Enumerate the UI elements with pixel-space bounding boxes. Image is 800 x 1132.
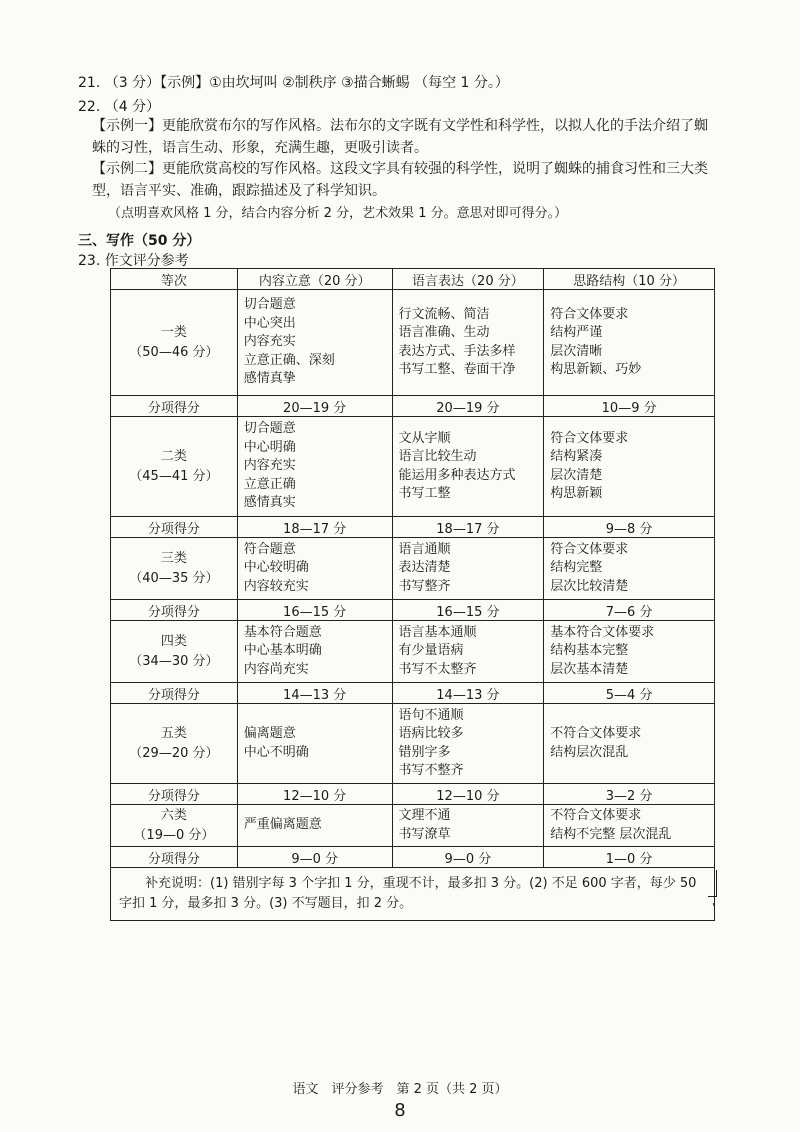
grade-row <box>111 290 715 396</box>
grade-range: （19—0 分） <box>133 827 215 843</box>
header-content: 内容立意（20 分） <box>237 269 392 290</box>
grade-row <box>111 704 715 784</box>
score-row <box>111 847 715 868</box>
criterion: 语句不通顺 <box>398 707 464 723</box>
grade-level-cell <box>111 290 238 396</box>
criterion: 基本符合题意 <box>243 624 322 640</box>
criterion: 不符合文体要求 <box>550 726 642 741</box>
criterion: 内容尚充实 <box>243 661 309 677</box>
footer-caption: 语文 评分参考 第 2 页（共 2 页） <box>292 1082 508 1097</box>
content-score: 16—15 分 <box>237 600 392 621</box>
criterion: 语言比较生动 <box>398 449 477 464</box>
language-criteria <box>392 538 544 600</box>
criterion: 基本符合文体要求 <box>550 624 655 640</box>
grade-level-cell <box>111 417 238 517</box>
criterion: 切合题意 <box>243 297 296 313</box>
language-score: 12—10 分 <box>392 784 544 805</box>
criterion: 结构完整 <box>550 560 603 576</box>
example-1-line-2: 蛛的习性，语言生动、形象，充满生趣，更吸引读者。 <box>92 140 428 156</box>
page-mark <box>708 870 717 897</box>
question-22-heading: 22. （4 分） <box>78 99 161 115</box>
criterion: 结构不完整 层次混乱 <box>550 826 672 842</box>
criterion: 能运用多种表达方式 <box>398 467 516 483</box>
criterion: 文从字顺 <box>398 430 451 446</box>
grade-level: 五类 <box>160 725 187 741</box>
criterion: 感情真实 <box>243 495 296 511</box>
grade-level: 三类 <box>160 550 187 566</box>
criterion: 书写不太整齐 <box>398 661 477 677</box>
structure-score: 7—6 分 <box>544 600 715 621</box>
criterion: 书写整齐 <box>398 578 451 594</box>
grade-level-cell <box>111 704 238 784</box>
example-1-line-1: 【示例一】更能欣赏布尔的写作风格。法布尔的文字既有文学性和科学性，以拟人化的手法介绍了蜘 <box>92 118 708 134</box>
criterion: 层次清楚 <box>550 467 603 483</box>
criterion: 中心突出 <box>243 315 296 331</box>
criterion: 构思新颖 <box>550 486 603 501</box>
structure-criteria <box>544 704 715 784</box>
example-2-line-2: 型，语言平实、准确，跟踪描述及了科学知识。 <box>92 183 386 199</box>
content-score: 18—17 分 <box>237 517 392 538</box>
criterion: 内容较充实 <box>243 578 309 594</box>
criterion: 行文流畅、简洁 <box>398 306 490 322</box>
criterion: 偏离题意 <box>243 726 296 741</box>
criterion: 严重偏离题意 <box>243 817 322 833</box>
supplement-note: 补充说明：(1) 错别字每 3 个字扣 1 分，重现不计，最多扣 3 分。(2) 不足 600 字者，每少 50 字扣 1 分，最多扣 3 分。(3) 不写题目，扣 2 分。 <box>111 868 715 921</box>
criterion: 中心明确 <box>243 439 296 455</box>
structure-criteria <box>544 538 715 600</box>
criterion: 错别字多 <box>398 744 451 760</box>
criterion: 书写工整、卷面干净 <box>398 362 516 377</box>
criterion: 语病比较多 <box>398 726 464 741</box>
language-score: 20—19 分 <box>392 396 544 417</box>
criterion: 切合题意 <box>243 421 296 437</box>
score-label: 分项得分 <box>111 784 238 805</box>
criterion: 表达清楚 <box>398 560 451 576</box>
content-criteria <box>237 704 392 784</box>
grade-level-cell <box>111 621 238 683</box>
header-language: 语言表达（20 分） <box>392 269 544 290</box>
header-structure: 思路结构（10 分） <box>544 269 715 290</box>
criterion: 中心较明确 <box>243 560 309 576</box>
question-22-scoring-note: （点明喜欢风格 1 分，结合内容分析 2 分，艺术效果 1 分。意思对即可得分。） <box>108 206 568 221</box>
grade-row <box>111 538 715 600</box>
page-number: 8 <box>394 1100 406 1121</box>
grade-range: （50—46 分） <box>129 344 219 360</box>
criterion: 有少量语病 <box>398 643 464 659</box>
content-criteria <box>237 538 392 600</box>
criterion: 符合文体要求 <box>550 306 629 322</box>
criterion: 结构严谨 <box>550 325 603 340</box>
content-score: 14—13 分 <box>237 683 392 704</box>
language-score: 14—13 分 <box>392 683 544 704</box>
criterion: 书写不整齐 <box>398 763 464 778</box>
grade-row <box>111 805 715 847</box>
structure-score: 3—2 分 <box>544 784 715 805</box>
structure-score: 9—8 分 <box>544 517 715 538</box>
criterion: 符合题意 <box>243 541 296 557</box>
criterion: 内容充实 <box>243 458 296 474</box>
structure-criteria <box>544 417 715 517</box>
criterion: 层次基本清楚 <box>550 661 629 677</box>
score-row <box>111 784 715 805</box>
content-criteria <box>237 621 392 683</box>
structure-score: 1—0 分 <box>544 847 715 868</box>
language-criteria <box>392 417 544 517</box>
table-header-row <box>111 269 715 290</box>
criterion: 结构层次混乱 <box>550 744 629 760</box>
criterion: 符合文体要求 <box>550 430 629 446</box>
criterion: 构思新颖、巧妙 <box>550 362 642 377</box>
section-3-heading: 三、写作（50 分） <box>78 233 201 249</box>
score-row <box>111 600 715 621</box>
essay-scoring-table <box>110 268 715 921</box>
grade-level: 一类 <box>160 324 187 340</box>
grade-range: （29—20 分） <box>129 745 219 761</box>
criterion: 层次清晰 <box>550 343 603 359</box>
grade-row <box>111 417 715 517</box>
language-criteria <box>392 621 544 683</box>
question-23-heading: 23. 作文评分参考 <box>78 253 189 269</box>
criterion: 书写潦草 <box>398 826 451 842</box>
criterion: 内容充实 <box>243 334 296 350</box>
content-score: 9—0 分 <box>237 847 392 868</box>
grade-row <box>111 621 715 683</box>
criterion: 语言通顺 <box>398 541 451 557</box>
criterion: 结构紧凑 <box>550 449 603 464</box>
score-row <box>111 517 715 538</box>
header-level: 等次 <box>111 269 238 290</box>
language-criteria <box>392 290 544 396</box>
grade-level: 二类 <box>160 448 187 464</box>
content-criteria <box>237 417 392 517</box>
grade-level: 六类 <box>160 807 187 823</box>
score-label: 分项得分 <box>111 396 238 417</box>
score-label: 分项得分 <box>111 600 238 621</box>
language-score: 16—15 分 <box>392 600 544 621</box>
criterion: 表达方式、手法多样 <box>398 343 516 359</box>
criterion: 立意正确、深刻 <box>243 352 335 368</box>
table-body <box>111 290 715 921</box>
score-label: 分项得分 <box>111 683 238 704</box>
criterion: 结构基本完整 <box>550 643 629 659</box>
language-criteria <box>392 704 544 784</box>
example-2-line-1: 【示例二】更能欣赏高校的写作风格。这段文字具有较强的科学性，说明了蜘蛛的捕食习性和三大类 <box>92 161 708 177</box>
structure-criteria <box>544 290 715 396</box>
criterion: 符合文体要求 <box>550 541 629 557</box>
grade-level-cell <box>111 805 238 847</box>
criterion: 中心基本明确 <box>243 643 322 659</box>
language-score: 18—17 分 <box>392 517 544 538</box>
criterion: 不符合文体要求 <box>550 808 642 823</box>
criterion: 层次比较清楚 <box>550 578 629 594</box>
criterion: 中心不明确 <box>243 744 309 760</box>
supplement-row <box>111 868 715 921</box>
content-score: 12—10 分 <box>237 784 392 805</box>
criterion: 文理不通 <box>398 808 451 823</box>
page-dot: ' <box>712 902 715 913</box>
score-label: 分项得分 <box>111 847 238 868</box>
structure-score: 5—4 分 <box>544 683 715 704</box>
content-score: 20—19 分 <box>237 396 392 417</box>
structure-criteria <box>544 805 715 847</box>
criterion: 语言基本通顺 <box>398 624 477 640</box>
grade-range: （40—35 分） <box>129 570 219 586</box>
grade-range: （34—30 分） <box>129 653 219 669</box>
criterion: 立意正确 <box>243 476 296 492</box>
score-label: 分项得分 <box>111 517 238 538</box>
content-criteria <box>237 805 392 847</box>
language-criteria <box>392 805 544 847</box>
structure-criteria <box>544 621 715 683</box>
grade-level: 四类 <box>160 633 187 649</box>
grade-level-cell <box>111 538 238 600</box>
content-criteria <box>237 290 392 396</box>
structure-score: 10—9 分 <box>544 396 715 417</box>
grade-range: （45—41 分） <box>129 468 219 484</box>
score-row <box>111 683 715 704</box>
score-row <box>111 396 715 417</box>
criterion: 语言准确、生动 <box>398 325 490 340</box>
question-21-answer: 21. （3 分）【示例】①由坎坷叫 ②制秩序 ③描合蜥蜴 （每空 1 分。） <box>78 75 509 91</box>
language-score: 9—0 分 <box>392 847 544 868</box>
criterion: 书写工整 <box>398 486 451 501</box>
criterion: 感情真挚 <box>243 371 296 387</box>
